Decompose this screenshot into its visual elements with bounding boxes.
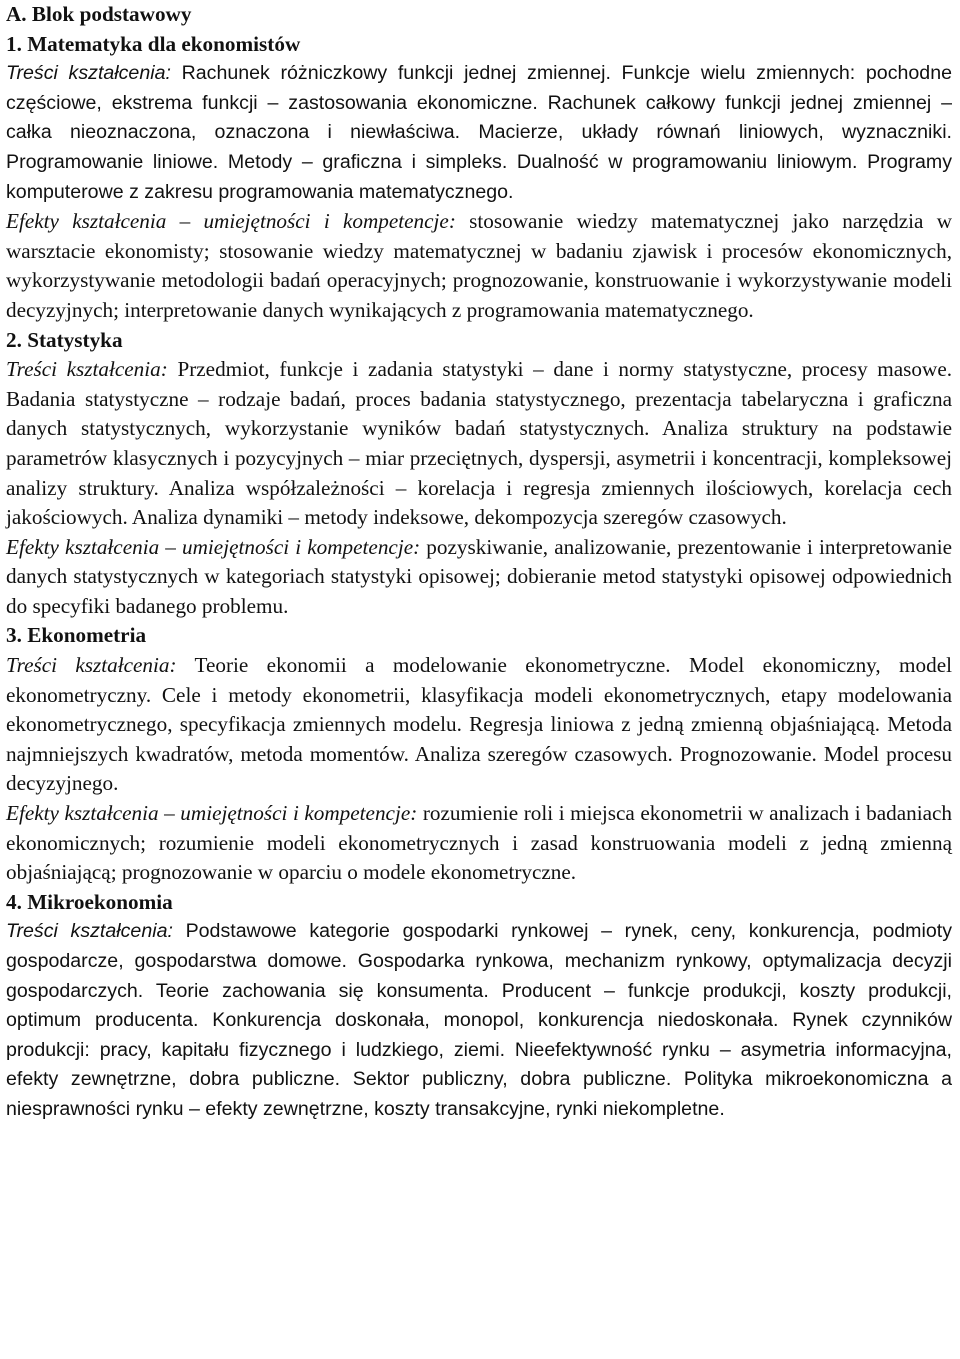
tresci-text: Przedmiot, funkcje i zadania statystyki – dane i normy statystyczne, procesy masowe. Badania statystyczne – rodzaje badań, proces badania statystycznego, prezentacja tabelaryczna i graficzna danych statystycznych, wykorzystanie wyników badań statystycznych. Analiza struktury na podstawie parametrów klasycznych i pozycyjnych – miar przeciętnych, dyspersji, asymetrii i koncentracji, kompleksowej analizy struktury. Analiza współzależności – korelacja i regresja zmiennych ilościowych, korelacja cech jakościowych. Analiza dynamiki – metody indeksowe, dekompozycja szeregów czasowych. [6, 357, 953, 530]
tresci-paragraph [6, 59, 952, 207]
section-title: 1. Matematyka dla ekonomistów [6, 31, 301, 56]
section-statystyka [6, 326, 952, 622]
section-title: 2. Statystyka [6, 327, 123, 352]
tresci-label: Treści kształcenia: [6, 62, 171, 85]
section-mikroekonomia [6, 888, 952, 1125]
tresci-label: Treści kształcenia: [6, 920, 173, 943]
tresci-paragraph [6, 917, 952, 1124]
section-title: 3. Ekonometria [6, 623, 147, 648]
section-matematyka [6, 30, 952, 326]
efekty-paragraph [6, 533, 952, 622]
efekty-text: pozyskiwanie, analizowanie, prezentowanie i interpretowanie danych statystycznych w kategoriach statystyki opisowej; dobieranie metod statystyki opisowej odpowiednich do specyfiki badanego problemu. [6, 534, 952, 618]
efekty-paragraph [6, 207, 952, 325]
section-ekonometria [6, 621, 952, 887]
efekty-paragraph [6, 799, 952, 888]
tresci-text: Rachunek różniczkowy funkcji jednej zmiennej. Funkcje wielu zmiennych: pochodne częściowe, ekstrema funkcji – zastosowania ekonomiczne. Rachunek całkowy funkcji jednej zmiennej – całka nieoznaczona, oznaczona i niewłaściwa. Macierze, układy równań liniowych, wyznaczniki. Programowanie liniowe. Metody – graficzna i simpleks. Dualność w programowaniu liniowym. Programy komputerowe z zakresu programowania matematycznego. [6, 62, 952, 203]
efekty-label: Efekty kształcenia – umiejętności i kompetencje: [6, 209, 456, 234]
efekty-label: Efekty kształcenia – umiejętności i kompetencje: [6, 534, 421, 559]
tresci-paragraph [6, 651, 952, 799]
tresci-label: Treści kształcenia: [6, 357, 168, 382]
section-title: 4. Mikroekonomia [6, 889, 173, 914]
block-title: A. Blok podstawowy [6, 2, 192, 26]
tresci-text: Teorie ekonomii a modelowanie ekonometryczne. Model ekonomiczny, model ekonometryczny. Cele i metody ekonometrii, klasyfikacja modeli ekonometrycznych, etapy modelowania ekonometrycznego, specyfikacja zmiennych modelu. Regresja liniowa z jedną zmienną objaśniającą. Metoda najmniejszych kwadratów, metoda momentów. Analiza szeregów czasowych. Prognozowanie. Model procesu decyzyjnego. [6, 653, 952, 796]
tresci-text: Podstawowe kategorie gospodarki rynkowej – rynek, ceny, konkurencja, podmioty gospodarcze, gospodarstwa domowe. Gospodarka rynkowa, mechanizm rynkowy, optymalizacja decyzji gospodarczych. Teorie zachowania się konsumenta. Producent – funkcje produkcji, koszty produkcji, optimum producenta. Konkurencja doskonała, monopol, konkurencja niedoskonała. Rynek czynników produkcji: pracy, kapitału fizycznego i ludzkiego, ziemi. Nieefektywność rynku – asymetria informacyjna, efekty zewnętrzne, dobra publiczne. Sektor publiczny, dobra publiczne. Polityka mikroekonomiczna a niesprawności rynku – efekty zewnętrzne, koszty transakcyjne, rynki niekompletne. [6, 920, 952, 1120]
efekty-label: Efekty kształcenia – umiejętności i kompetencje: [6, 801, 418, 826]
tresci-paragraph [6, 355, 952, 533]
efekty-text: stosowanie wiedzy matematycznej jako narzędzia w warsztacie ekonomisty; stosowanie wiedzy matematycznej w badaniu zjawisk i procesów ekonomicznych, wykorzystywanie metodologii badań operacyjnych; prognozowanie, konstruowanie i wykorzystywanie modeli decyzyjnych; interpretowanie danych wynikających z programowania matematycznego. [6, 209, 952, 322]
tresci-label: Treści kształcenia: [6, 653, 177, 678]
efekty-text: rozumienie roli i miejsca ekonometrii w analizach i badaniach ekonomicznych; rozumienie modeli ekonometrycznych i zasad konstruowania modeli z jedną zmienną objaśniającą; prognozowanie w oparciu o modele ekonometryczne. [6, 801, 953, 885]
